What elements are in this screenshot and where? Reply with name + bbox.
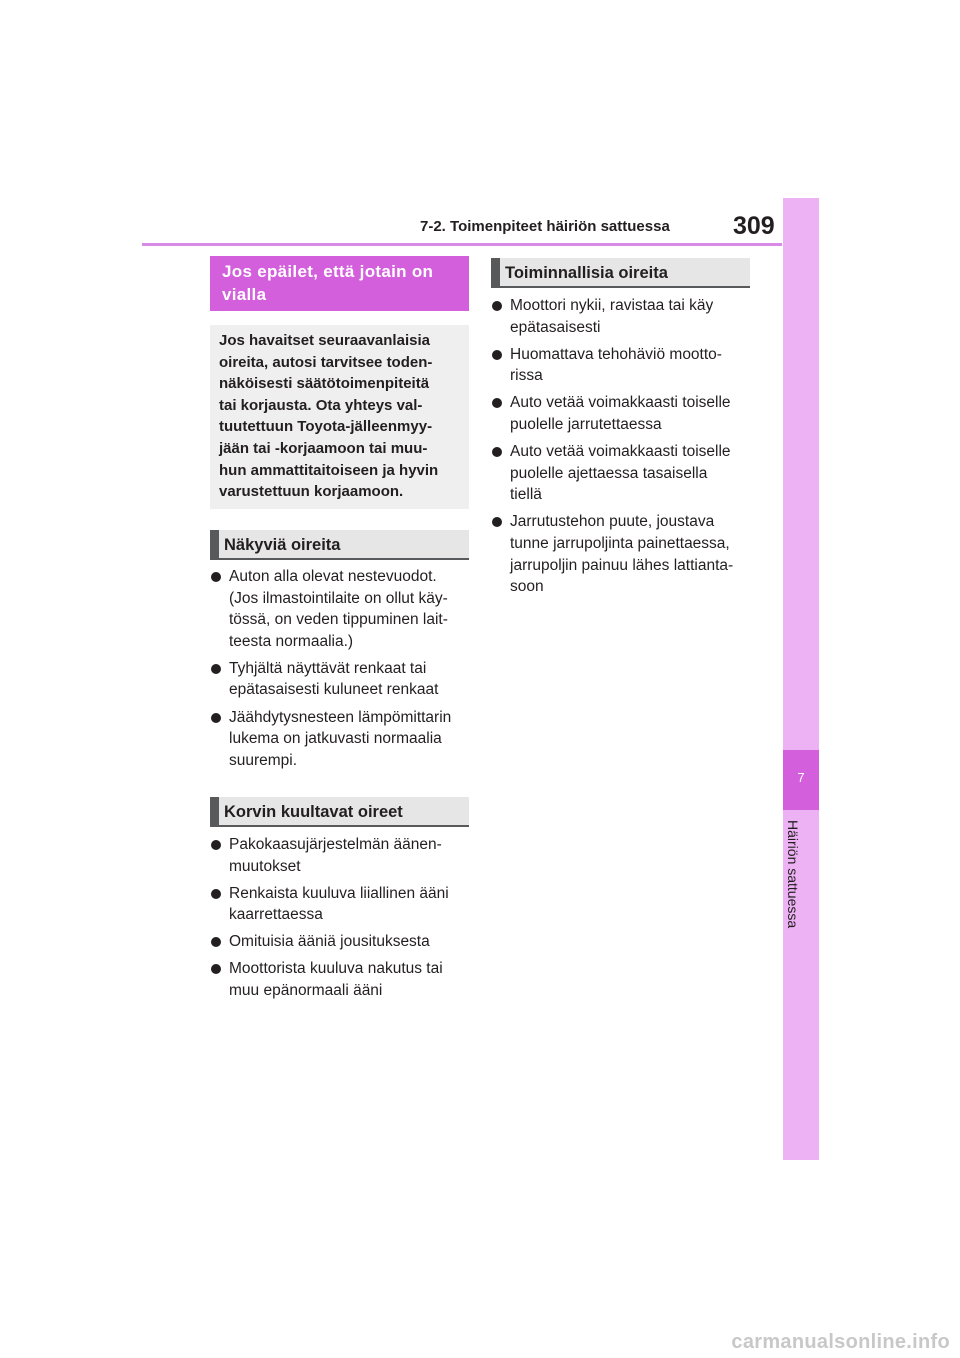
section-title: 7-2. Toimenpiteet häiriön sattuessa bbox=[420, 218, 670, 235]
side-chapter-number: 7 bbox=[797, 770, 805, 785]
list-item-line: epätasaisesti kuluneet renkaat bbox=[229, 681, 439, 699]
header-rule bbox=[142, 243, 782, 246]
intro-line: tuutettuun Toyota-jälleenmyy- bbox=[219, 418, 433, 436]
list-item-line: muu epänormaali ääni bbox=[229, 982, 383, 1000]
list-item bbox=[210, 707, 472, 772]
list-item-line: puolelle ajettaessa tasaisella bbox=[510, 464, 708, 482]
list-item-line: Pakokaasujärjestelmän äänen- bbox=[229, 836, 442, 853]
list-item bbox=[210, 834, 472, 877]
list-item bbox=[491, 511, 753, 597]
visible-symptoms-heading: Näkyviä oireita bbox=[210, 530, 469, 560]
site-watermark: carmanualsonline.info bbox=[731, 1331, 950, 1353]
operational-symptoms-heading: Toiminnallisia oireita bbox=[491, 258, 750, 288]
list-item bbox=[210, 958, 472, 1001]
list-item-line: tiellä bbox=[510, 486, 542, 504]
operational-symptoms-list bbox=[491, 295, 753, 603]
list-item-line: Jäähdytysnesteen lämpömittarin bbox=[229, 708, 452, 726]
intro-box bbox=[210, 325, 469, 509]
list-item-line: Renkaista kuuluva liiallinen ääni bbox=[229, 884, 449, 902]
list-item bbox=[210, 931, 472, 953]
list-item-line: kaarrettaessa bbox=[229, 906, 323, 924]
list-item-line: Auto vetää voimakkaasti toiselle bbox=[510, 443, 731, 461]
intro-line: Jos havaitset seuraavanlaisia bbox=[219, 332, 430, 349]
intro-line: tai korjausta. Ota yhteys val- bbox=[219, 396, 423, 414]
list-item-line: puolelle jarrutettaessa bbox=[510, 415, 662, 433]
list-item-line: epätasaisesti bbox=[510, 318, 601, 336]
list-item-line: Moottori nykii, ravistaa tai käy bbox=[510, 297, 714, 314]
list-item-line: soon bbox=[510, 578, 544, 596]
page-number: 309 bbox=[733, 212, 775, 240]
audible-symptoms-heading: Korvin kuultavat oireet bbox=[210, 797, 469, 827]
visible-symptoms-list bbox=[210, 566, 472, 777]
side-tab-band bbox=[783, 198, 819, 1160]
list-item-line: Moottorista kuuluva nakutus tai bbox=[229, 960, 443, 978]
list-item-line: rissa bbox=[510, 367, 543, 385]
list-item-line: lukema on jatkuvasti normaalia bbox=[229, 730, 442, 748]
list-item bbox=[491, 344, 753, 387]
intro-line: hun ammattitaitoiseen ja hyvin bbox=[219, 461, 439, 479]
list-item-line: Huomattava tehohäviö mootto- bbox=[510, 345, 722, 363]
list-item-line: jarrupoljin painuu lähes lattianta- bbox=[510, 556, 734, 574]
list-item-line: Tyhjältä näyttävät renkaat tai bbox=[229, 659, 427, 677]
list-item-line: tössä, on veden tippuminen lait- bbox=[229, 611, 448, 629]
list-item-line: suurempi. bbox=[229, 751, 298, 769]
list-item-line: Omituisia ääniä jousituksesta bbox=[229, 933, 430, 951]
intro-line: näköisesti säätötoimenpiteitä bbox=[219, 375, 430, 393]
list-item-line: tunne jarrupoljinta painettaessa, bbox=[510, 534, 730, 552]
list-item bbox=[210, 566, 472, 652]
main-heading: Jos epäilet, että jotain on vialla bbox=[210, 256, 469, 311]
audible-symptoms-list bbox=[210, 834, 472, 1007]
list-item-line: teesta normaalia.) bbox=[229, 632, 354, 650]
list-item bbox=[210, 658, 472, 701]
intro-line: jään tai -korjaamoon tai muu- bbox=[219, 439, 428, 457]
list-item bbox=[491, 392, 753, 435]
list-item-line: Jarrutustehon puute, joustava bbox=[510, 513, 715, 531]
intro-line: oireita, autosi tarvitsee toden- bbox=[219, 353, 433, 371]
list-item-line: Auton alla olevat nestevuodot. bbox=[229, 568, 437, 585]
intro-line: varustettuun korjaamoon. bbox=[219, 483, 404, 501]
list-item-line: (Jos ilmastointilaite on ollut käy- bbox=[229, 589, 448, 607]
side-chapter-title: Häiriön sattuessa bbox=[785, 820, 801, 929]
list-item-line: muutokset bbox=[229, 857, 301, 875]
list-item bbox=[210, 883, 472, 926]
list-item bbox=[491, 441, 753, 506]
list-item-line: Auto vetää voimakkaasti toiselle bbox=[510, 394, 731, 412]
list-item bbox=[491, 295, 753, 338]
